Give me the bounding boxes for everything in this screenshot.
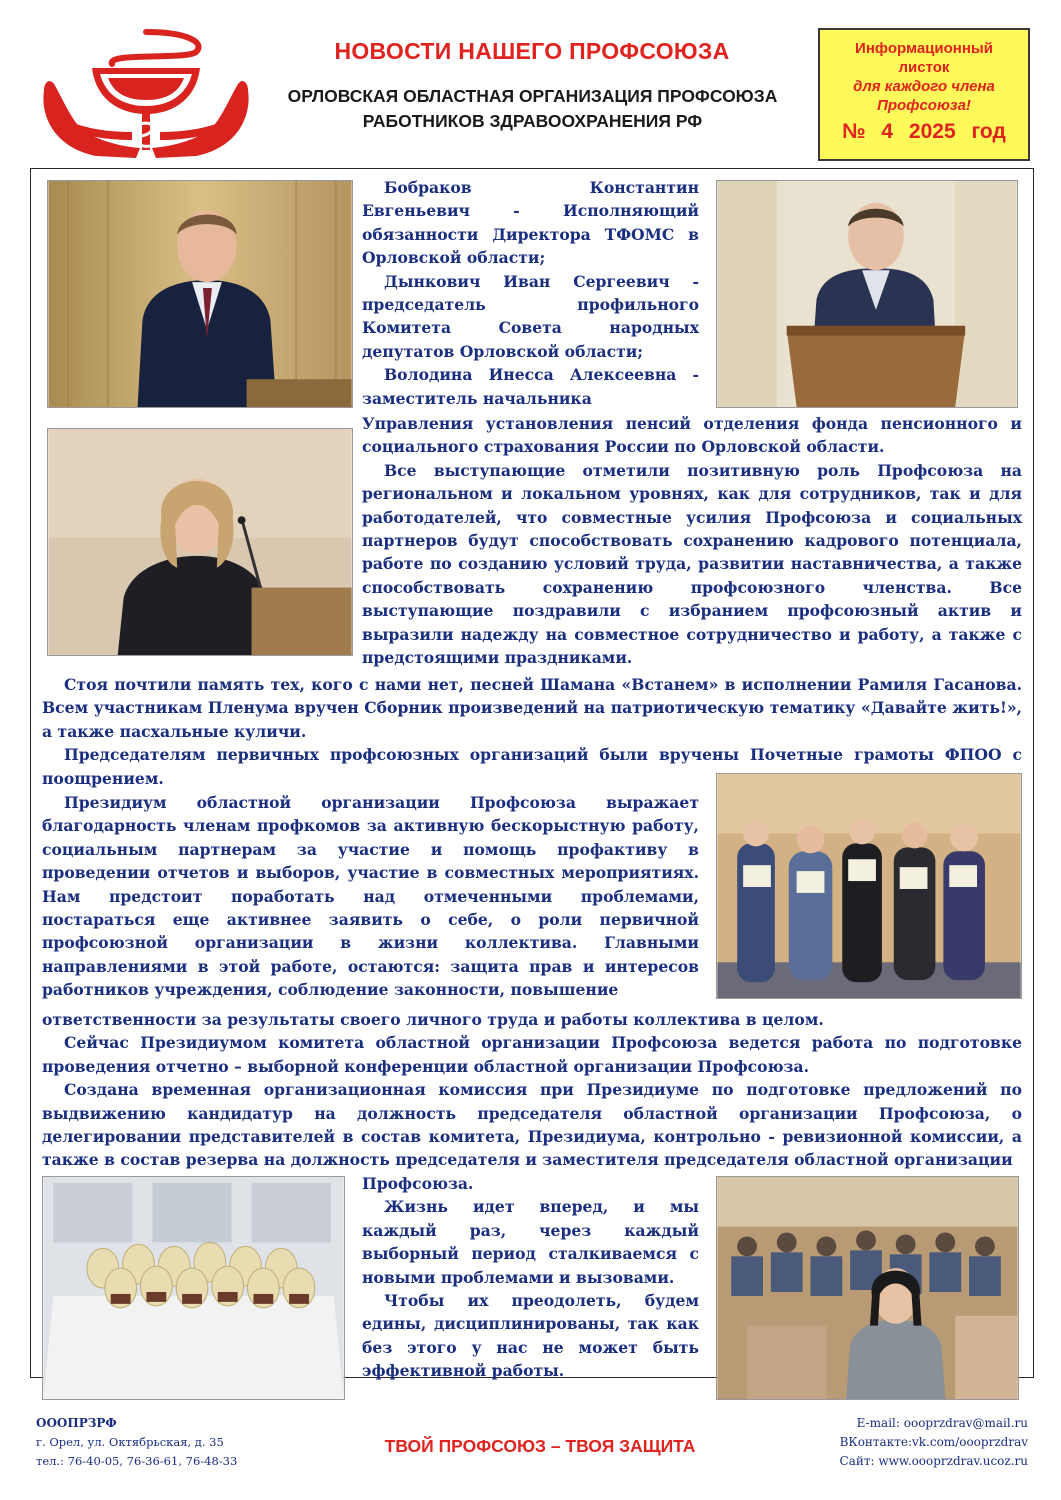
organization-name-line2: РАБОТНИКОВ ЗДРАВООХРАНЕНИЯ РФ bbox=[362, 111, 703, 131]
footer-address: г. Орел, ул. Октябрьская, д. 35 bbox=[36, 1435, 224, 1449]
photo-award-group bbox=[716, 773, 1022, 999]
paragraph-united: Чтобы их преодолеть, будем едины, дисциплинированы, так как без этого у нас не может быть эффективной работы. bbox=[362, 1291, 699, 1381]
footer-phones: тел.: 76-40-05, 76-36-61, 76-48-33 bbox=[36, 1454, 238, 1468]
newsletter-title: НОВОСТИ НАШЕГО ПРОФСОЮЗА bbox=[334, 38, 730, 64]
text-block-gratitude bbox=[42, 791, 699, 1002]
text-block-speakers-conclusion bbox=[362, 412, 1022, 669]
paragraph-dynkovich: Дынкович Иван Сергеевич - председатель профильного Комитета Совета народных депутатов Орловской области; bbox=[362, 271, 699, 361]
paragraph-volodina-end: Управления установления пенсий отделения фонда пенсионного и социального страхования России по Орловской области. bbox=[362, 414, 1022, 457]
issue-number: № 4 2025 год bbox=[842, 120, 1006, 143]
organization-name bbox=[250, 84, 815, 134]
footer-vk-link[interactable]: ВКонтакте:vk.com/oooprzdrav bbox=[839, 1435, 1028, 1449]
info-box-line3: для каждого члена bbox=[853, 78, 995, 95]
info-box-line2: листок bbox=[898, 59, 950, 76]
paragraph-certificates: Председателям первичных профсоюзных организаций были вручены Почетные грамоты ФПОО с поощрением. bbox=[42, 745, 1022, 788]
paragraph-volodina-start: Володина Инесса Алексеевна - заместитель начальника bbox=[362, 365, 699, 408]
organization-name-line1: ОРЛОВСКАЯ ОБЛАСТНАЯ ОРГАНИЗАЦИЯ ПРОФСОЮЗА bbox=[287, 86, 778, 106]
footer-site-link[interactable]: Сайт: www.oooprzdrav.ucoz.ru bbox=[839, 1454, 1028, 1468]
paragraph-life-goes-on: Жизнь идет вперед, и мы каждый раз, через каждый выборный период сталкиваемся с новыми проблемами и вызовами. bbox=[362, 1197, 699, 1287]
paragraph-gratitude: Президиум областной организации Профсоюза выражает благодарность членам профкомов за активную бескорыстную работу, социальным партнерам за участие и помощь профактиву в проведении отчетов и выборов, участие в совместных мероприятиях. Нам предстоит поработать над отмеченными проблемами, постараться еще активнее заявить о себе, о роли первичной профсоюзной организации в жизни коллектива. Главными направлениями в этой работе, остаются: защита прав и интересов работников учреждения, соблюдение законности, повышение bbox=[42, 793, 699, 1000]
photo-speaker-bobrakov bbox=[47, 180, 353, 408]
paragraph-bobrakov: Бобраков Константин Евгеньевич - Исполняющий обязанности Директора ТФОМС в Орловской области; bbox=[362, 178, 699, 268]
footer-email-link[interactable]: E-mail: oooprzdrav@mail.ru bbox=[856, 1416, 1028, 1430]
photo-easter-cakes bbox=[42, 1176, 345, 1400]
footer-contacts-right bbox=[760, 1414, 1028, 1471]
paragraph-gratitude-end: ответственности за результаты своего личного труда и работы коллектива в целом. bbox=[42, 1010, 824, 1029]
text-block-closing bbox=[362, 1172, 699, 1383]
footer-contacts-left bbox=[36, 1414, 237, 1471]
paragraph-commission: Создана временная организационная комиссия при Президиуме по подготовке предложений по выдвижению кандидатур на должность председателя областной организации Профсоюза, о делегировании представителей в состав комитета, Президиума, контрольно - ревизионной комиссии, а также в состав резерва на должность председателя и заместителя председателя областной организации bbox=[42, 1080, 1022, 1170]
paragraph-commission-end: Профсоюза. bbox=[362, 1174, 474, 1193]
paragraph-positive-role: Все выступающие отметили позитивную роль Профсоюза на региональном и локальном уровнях, как для сотрудников, так и для работодателей, что совместные усилия Профсоюза и социальных партнеров будут способствовать сохранению кадрового потенциала, работе по созданию условий труда, развитии наставничества, а также способствовать сохранению профсоюзного членства. Все выступающие поздравили с избранием профсоюзный актив и выразили надежду на совместное сотрудничество и работу, а также с предстоящими праздниками. bbox=[362, 460, 1022, 668]
paragraph-conference: Сейчас Президиумом комитета областной организации Профсоюза ведется работа по подготовке проведения отчетно – выборной конференции областной организации Профсоюза. bbox=[42, 1033, 1022, 1076]
photo-speaker-dynkovich bbox=[716, 180, 1018, 408]
info-box-line1: Информационный bbox=[855, 40, 993, 57]
text-block-memory bbox=[42, 673, 1022, 790]
footer-slogan: ТВОЙ ПРОФСОЮЗ – ТВОЯ ЗАЩИТА bbox=[384, 1436, 696, 1456]
footer-org: ОООПРЗРФ bbox=[36, 1416, 117, 1430]
info-box bbox=[818, 28, 1030, 161]
info-box-line4: Профсоюза! bbox=[877, 97, 971, 114]
photo-speaker-volodina bbox=[47, 428, 353, 656]
text-block-conference bbox=[42, 1008, 1022, 1172]
photo-conference-audience bbox=[716, 1176, 1019, 1400]
paragraph-memory: Стоя почтили память тех, кого с нами нет, песней Шамана «Встанем» в исполнении Рамиля Гасанова. Всем участникам Пленума вручен Сборник произведений на патриотическую тематику «Давайте жить!», а также пасхальные куличи. bbox=[42, 675, 1022, 741]
text-block-speakers bbox=[362, 176, 699, 410]
union-logo bbox=[36, 28, 256, 168]
